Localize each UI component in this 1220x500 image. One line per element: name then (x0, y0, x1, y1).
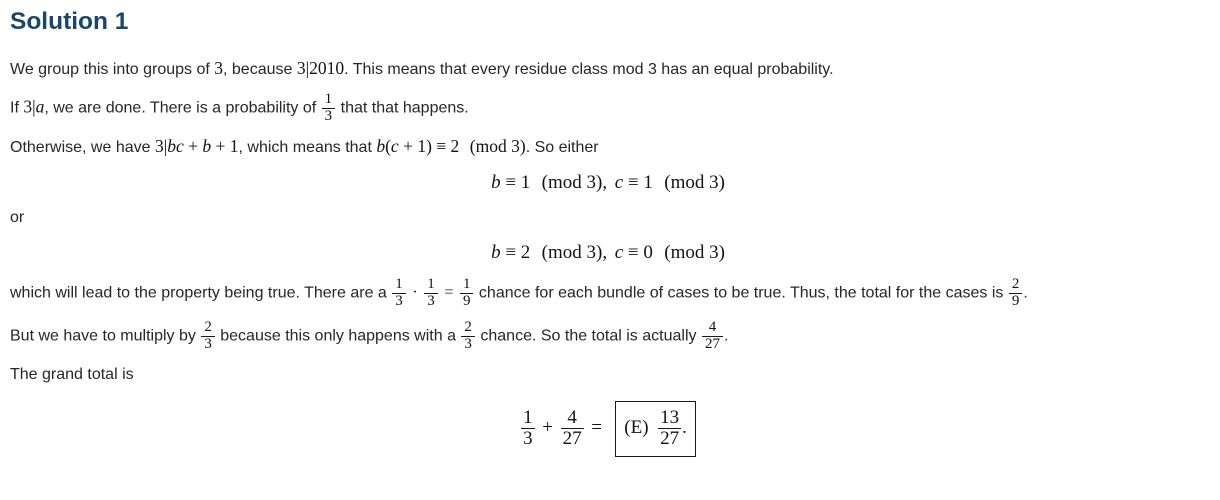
text-run: because this only happens with a (215, 328, 461, 346)
equation-final-answer (10, 401, 1206, 457)
fraction-denominator: 9 (1009, 293, 1023, 310)
text-run: We group this into groups of (10, 61, 215, 78)
text-run: , because (223, 61, 297, 78)
paragraph-multiply (10, 320, 1206, 353)
math-operator: · (412, 284, 418, 302)
fraction-numerator: 1 (324, 90, 333, 107)
inline-math: ( (385, 136, 391, 157)
fraction (560, 408, 585, 449)
fraction-numerator: 2 (1011, 275, 1020, 292)
math-operator: = (444, 284, 454, 302)
paragraph-grand-total (10, 364, 1206, 386)
inline-math: 3| (154, 136, 168, 157)
inline-math-var: b (202, 136, 212, 157)
math-var: c (614, 172, 624, 194)
text-run: that that happens. (336, 99, 469, 117)
text-run: , we are done. There is a probability of (44, 99, 321, 117)
text-run: or (10, 209, 25, 227)
inline-math-var: b (376, 136, 386, 157)
fraction-numerator: 1 (523, 406, 533, 428)
inline-math: + 1) ≡ 2 (398, 136, 460, 157)
inline-math: + (183, 136, 203, 157)
fraction (391, 277, 407, 310)
fraction-denominator: 3 (461, 336, 475, 353)
fraction (423, 277, 439, 310)
period: . (682, 416, 687, 438)
math-var: c (614, 241, 624, 263)
fraction-denominator: 27 (562, 427, 582, 449)
fraction-numerator: 2 (204, 319, 212, 336)
inline-math-var: bc (167, 136, 184, 157)
text-run: , which means that (238, 139, 377, 157)
text-run: . (1023, 284, 1028, 302)
inline-math: 3|2010 (296, 58, 345, 78)
paragraph-or (10, 207, 1206, 229)
inline-math: 3 (214, 58, 224, 78)
text-run: . This means that every residue class mod 3 has an equal probability. (344, 61, 834, 78)
math-pmod: (mod 3) (664, 241, 725, 263)
inline-math: + 1 (211, 136, 239, 157)
fraction (460, 320, 476, 353)
fraction-numerator: 1 (427, 275, 435, 292)
fraction (520, 408, 536, 449)
answer-box (615, 401, 696, 457)
fraction-denominator: 3 (322, 108, 336, 125)
fraction (200, 320, 216, 353)
paragraph-divisible-case (10, 92, 1206, 125)
inline-math-var: a (35, 96, 45, 117)
fraction-denominator: 27 (702, 336, 723, 353)
fraction (657, 408, 682, 449)
fraction (459, 277, 475, 310)
text-run: The grand total is (10, 366, 134, 384)
text-run: chance for each bundle of cases to be true. Thus, the total for the cases is (474, 284, 1008, 302)
math-pmod: (mod 3) (664, 172, 725, 194)
math-relation: ≡ 0 (623, 241, 653, 263)
text-run: . (723, 328, 729, 346)
text-run: . So either (525, 139, 599, 157)
fraction-denominator: 3 (424, 293, 438, 310)
fraction-denominator: 3 (201, 336, 215, 353)
fraction-numerator: 1 (395, 275, 403, 292)
text-run: Otherwise, we have (10, 139, 155, 157)
inline-math-var: c (390, 136, 399, 157)
equation-case-2 (10, 242, 1206, 264)
math-relation: ≡ 1 (623, 172, 653, 194)
fraction (1008, 277, 1024, 310)
text-run: which will lead to the property being true. There are a (10, 284, 392, 302)
text-run: chance. So the total is actually (475, 328, 701, 346)
text-run: If (10, 99, 24, 117)
paragraph-otherwise (10, 135, 1206, 159)
math-var: b (491, 241, 501, 263)
solution-heading: Solution 1 (10, 8, 129, 35)
fraction-denominator: 3 (523, 427, 533, 449)
math-relation: ≡ 1 (500, 172, 531, 194)
inline-math: 3| (23, 96, 36, 117)
paragraph-grouping (10, 57, 1206, 81)
fraction (321, 92, 337, 125)
answer-choice-label: (E) (624, 416, 649, 438)
math-pmod: (mod 3), (541, 172, 608, 194)
fraction-numerator: 2 (464, 319, 472, 336)
math-pmod: (mod 3), (541, 241, 608, 263)
fraction-numerator: 4 (708, 319, 717, 336)
fraction (701, 320, 724, 353)
equation-case-1 (10, 172, 1206, 194)
inline-math-pmod: (mod 3) (469, 136, 526, 157)
fraction-denominator: 3 (392, 293, 406, 310)
math-relation: ≡ 2 (500, 241, 531, 263)
fraction-denominator: 9 (460, 293, 474, 310)
paragraph-probability-product (10, 277, 1206, 310)
fraction-numerator: 4 (567, 406, 577, 428)
fraction-numerator: 13 (660, 406, 680, 428)
math-operator: + (542, 416, 553, 438)
fraction-denominator: 27 (660, 427, 680, 449)
text-run: But we have to multiply by (10, 328, 201, 346)
fraction-numerator: 1 (462, 275, 471, 292)
math-var: b (491, 172, 501, 194)
math-operator: = (591, 416, 602, 438)
